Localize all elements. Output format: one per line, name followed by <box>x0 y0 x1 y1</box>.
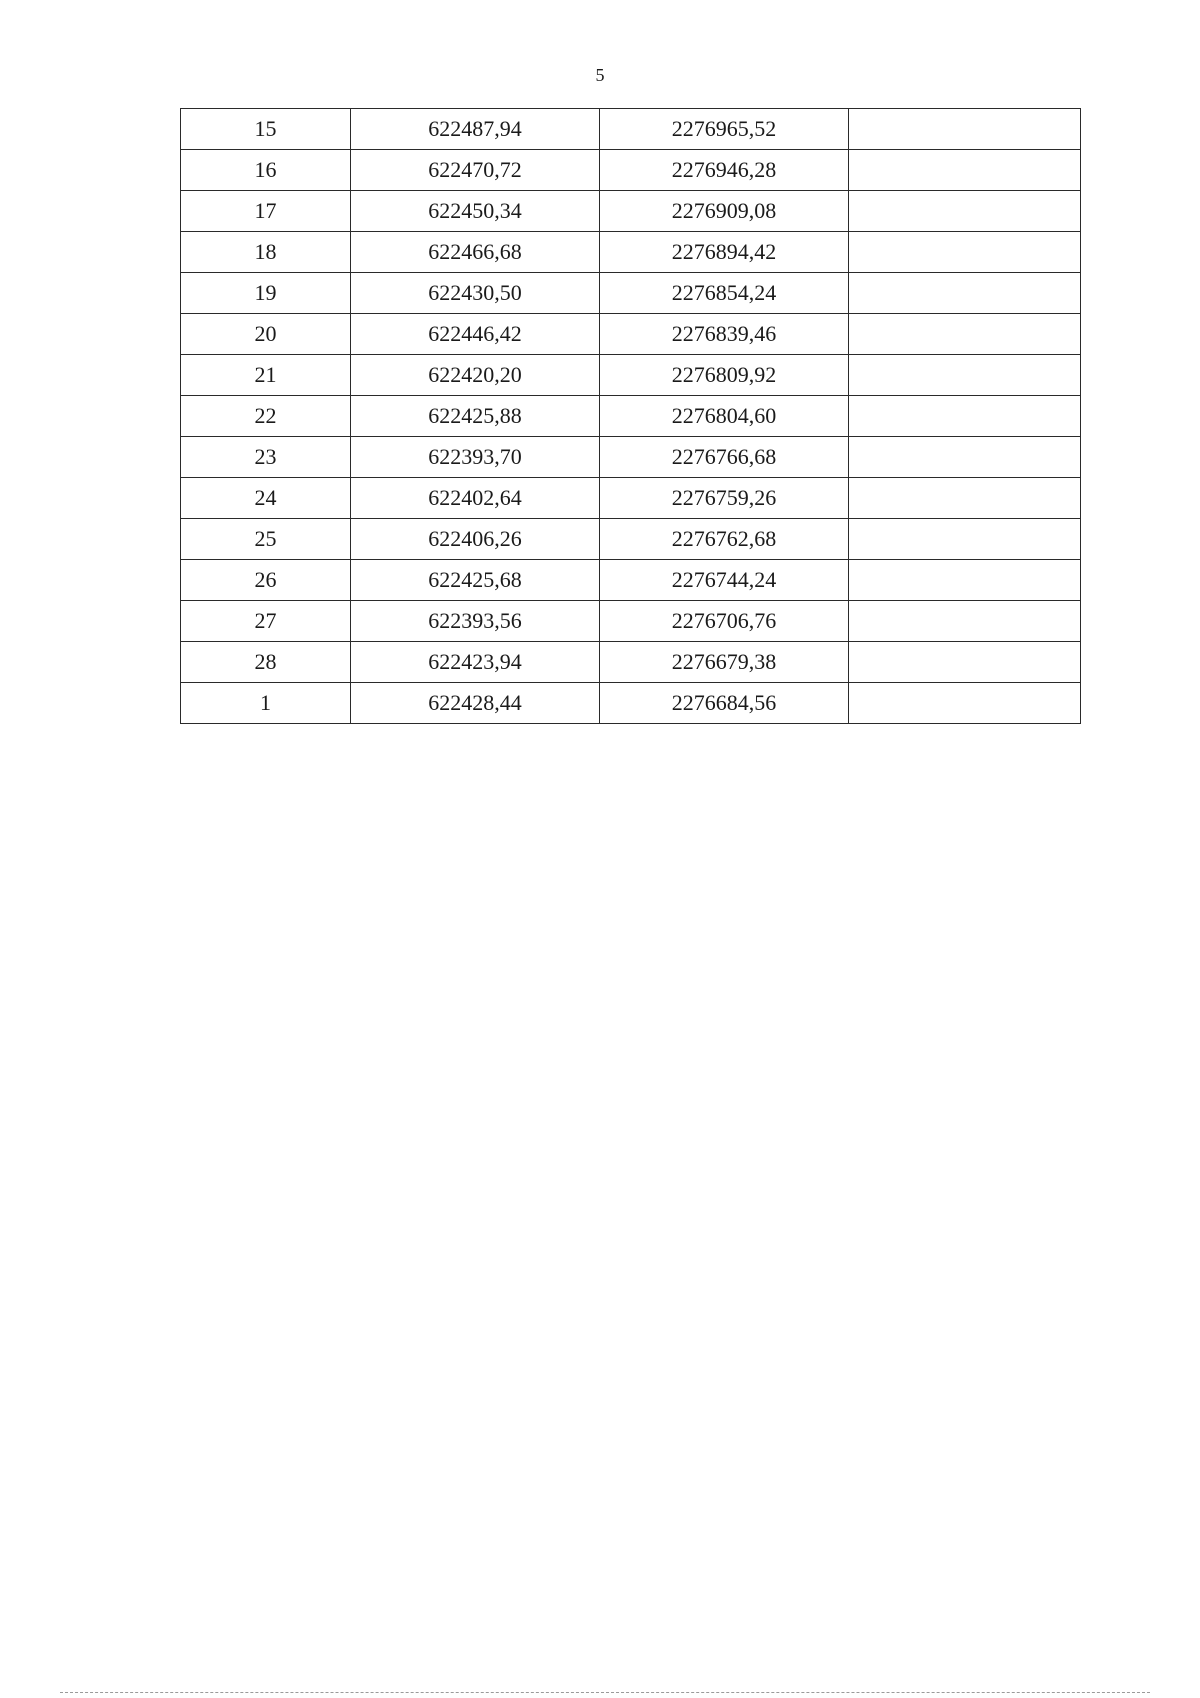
note-cell <box>849 478 1081 519</box>
note-cell <box>849 642 1081 683</box>
note-cell <box>849 273 1081 314</box>
table-row <box>181 150 1081 191</box>
table-row <box>181 355 1081 396</box>
point-number-cell: 27 <box>181 601 351 642</box>
point-number-cell: 28 <box>181 642 351 683</box>
x-coordinate-cell: 622487,94 <box>351 109 600 150</box>
table-row <box>181 109 1081 150</box>
x-coordinate-cell: 622393,70 <box>351 437 600 478</box>
scan-edge-divider <box>60 1692 1150 1693</box>
x-coordinate-cell: 622430,50 <box>351 273 600 314</box>
point-number-cell: 22 <box>181 396 351 437</box>
page-number: 5 <box>595 65 605 85</box>
y-coordinate-cell: 2276839,46 <box>600 314 849 355</box>
note-cell <box>849 683 1081 724</box>
point-number-cell: 19 <box>181 273 351 314</box>
x-coordinate-cell: 622428,44 <box>351 683 600 724</box>
table-row <box>181 396 1081 437</box>
point-number-cell: 24 <box>181 478 351 519</box>
table-row <box>181 314 1081 355</box>
y-coordinate-cell: 2276854,24 <box>600 273 849 314</box>
note-cell <box>849 437 1081 478</box>
note-cell <box>849 601 1081 642</box>
y-coordinate-cell: 2276766,68 <box>600 437 849 478</box>
y-coordinate-cell: 2276965,52 <box>600 109 849 150</box>
point-number-cell: 26 <box>181 560 351 601</box>
point-number-cell: 23 <box>181 437 351 478</box>
point-number-cell: 15 <box>181 109 351 150</box>
x-coordinate-cell: 622423,94 <box>351 642 600 683</box>
table-row <box>181 683 1081 724</box>
y-coordinate-cell: 2276894,42 <box>600 232 849 273</box>
note-cell <box>849 519 1081 560</box>
y-coordinate-cell: 2276684,56 <box>600 683 849 724</box>
table-row <box>181 232 1081 273</box>
note-cell <box>849 355 1081 396</box>
table-row <box>181 560 1081 601</box>
point-number-cell: 21 <box>181 355 351 396</box>
y-coordinate-cell: 2276744,24 <box>600 560 849 601</box>
coordinates-table <box>180 108 1081 724</box>
x-coordinate-cell: 622425,88 <box>351 396 600 437</box>
table-row <box>181 273 1081 314</box>
note-cell <box>849 191 1081 232</box>
note-cell <box>849 109 1081 150</box>
point-number-cell: 20 <box>181 314 351 355</box>
x-coordinate-cell: 622425,68 <box>351 560 600 601</box>
x-coordinate-cell: 622393,56 <box>351 601 600 642</box>
table-row <box>181 601 1081 642</box>
x-coordinate-cell: 622406,26 <box>351 519 600 560</box>
x-coordinate-cell: 622420,20 <box>351 355 600 396</box>
point-number-cell: 18 <box>181 232 351 273</box>
note-cell <box>849 396 1081 437</box>
y-coordinate-cell: 2276759,26 <box>600 478 849 519</box>
table-row <box>181 437 1081 478</box>
note-cell <box>849 150 1081 191</box>
y-coordinate-cell: 2276804,60 <box>600 396 849 437</box>
point-number-cell: 16 <box>181 150 351 191</box>
x-coordinate-cell: 622446,42 <box>351 314 600 355</box>
y-coordinate-cell: 2276809,92 <box>600 355 849 396</box>
table-row <box>181 478 1081 519</box>
y-coordinate-cell: 2276679,38 <box>600 642 849 683</box>
y-coordinate-cell: 2276762,68 <box>600 519 849 560</box>
note-cell <box>849 560 1081 601</box>
table-row <box>181 642 1081 683</box>
x-coordinate-cell: 622450,34 <box>351 191 600 232</box>
x-coordinate-cell: 622470,72 <box>351 150 600 191</box>
y-coordinate-cell: 2276909,08 <box>600 191 849 232</box>
y-coordinate-cell: 2276946,28 <box>600 150 849 191</box>
point-number-cell: 1 <box>181 683 351 724</box>
point-number-cell: 25 <box>181 519 351 560</box>
note-cell <box>849 232 1081 273</box>
point-number-cell: 17 <box>181 191 351 232</box>
y-coordinate-cell: 2276706,76 <box>600 601 849 642</box>
x-coordinate-cell: 622466,68 <box>351 232 600 273</box>
x-coordinate-cell: 622402,64 <box>351 478 600 519</box>
table-row <box>181 519 1081 560</box>
note-cell <box>849 314 1081 355</box>
table-row <box>181 191 1081 232</box>
